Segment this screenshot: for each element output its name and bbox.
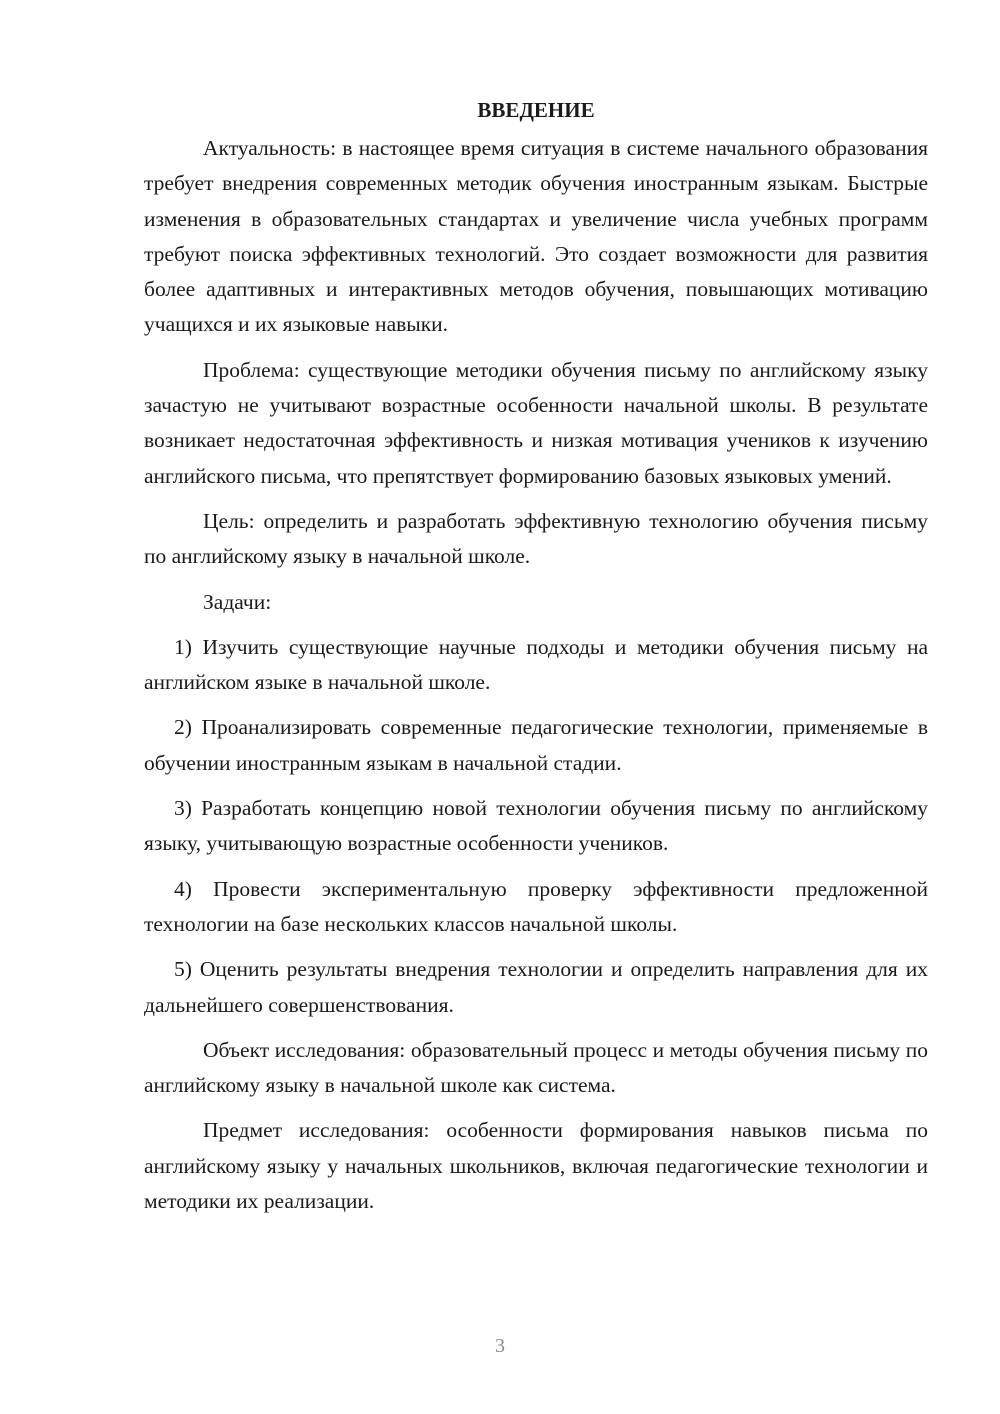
page-number: 3 bbox=[495, 1335, 505, 1357]
list-item: 1) Изучить существующие научные подходы и методики обучения письму на английском языке в начальной школе. bbox=[144, 634, 928, 695]
paragraph-problem: Проблема: существующие методики обучения письму по английскому языку зачастую не учитывают возрастные особенности начальной школы. В результате возникает недостаточная эффективность и низкая мотивация учеников к изучению английского письма, что препятствует формированию базовых языковых умений. bbox=[144, 357, 928, 488]
paragraph-object: Объект исследования: образовательный процесс и методы обучения письму по английскому языку в начальной школе как система. bbox=[144, 1037, 928, 1098]
section-heading: ВВЕДЕНИЕ bbox=[477, 98, 595, 122]
paragraph-subject: Предмет исследования: особенности формирования навыков письма по английскому языку у начальных школьников, включая педагогические технологии и методики их реализации. bbox=[144, 1118, 928, 1214]
paragraph-tasks-label: Задачи: bbox=[203, 589, 272, 614]
document-page bbox=[144, 95, 928, 1219]
list-item: 2) Проанализировать современные педагогические технологии, применяемые в обучении иностранным языкам в начальной стадии. bbox=[144, 715, 928, 775]
list-item: 5) Оценить результаты внедрения технологии и определить направления для их дальнейшего совершенствования. bbox=[144, 957, 928, 1017]
paragraph-goal: Цель: определить и разработать эффективную технологию обучения письму по английскому языку в начальной школе. bbox=[144, 508, 928, 569]
list-item: 3) Разработать концепцию новой технологии обучения письму по английскому языку, учитывающую возрастные особенности учеников. bbox=[144, 796, 928, 856]
list-item: 4) Провести экспериментальную проверку эффективности предложенной технологии на базе нескольких классов начальной школы. bbox=[144, 876, 928, 936]
paragraph-relevance: Актуальность: в настоящее время ситуация в системе начального образования требует внедрения современных методик обучения иностранным языкам. Быстрые изменения в образовательных стандартах и увеличение числа учебных программ требуют поиска эффективных технологий. Это создает возможности для развития более адаптивных и интерактивных методов обучения, повышающих мотивацию учащихся и их языковые навыки. bbox=[144, 136, 928, 337]
